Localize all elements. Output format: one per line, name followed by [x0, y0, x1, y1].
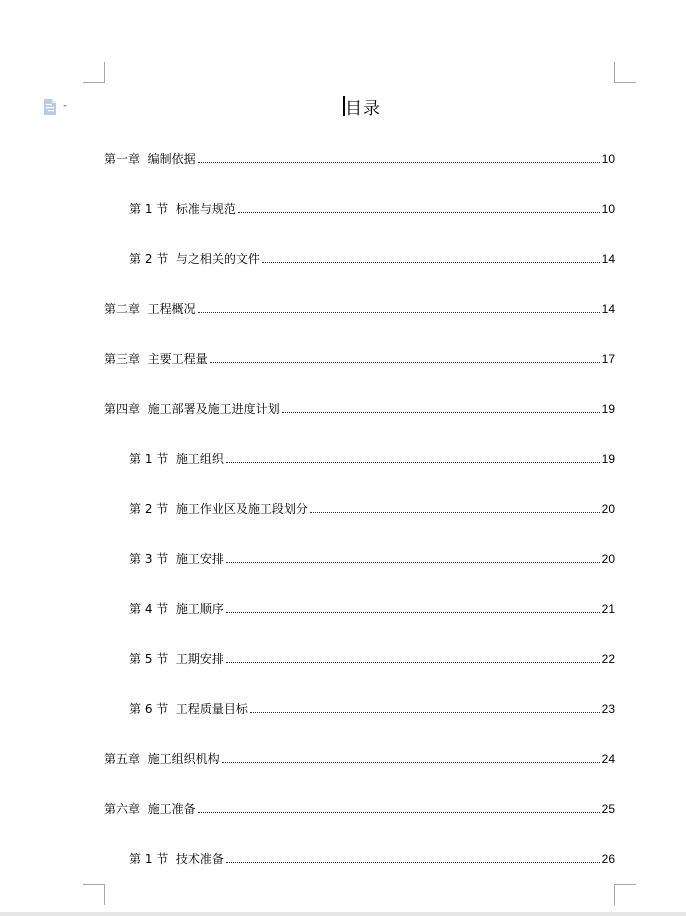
toc-leader	[198, 812, 600, 813]
toc-entry-label: 第 3 节 施工安排	[129, 552, 224, 566]
toc-leader	[282, 412, 600, 413]
toc-entry-page: 20	[601, 552, 615, 566]
toc-entry-label: 第 2 节 与之相关的文件	[129, 252, 260, 266]
toc-entry-page: 19	[601, 452, 615, 466]
toc-leader	[210, 362, 600, 363]
caret-down-icon	[63, 105, 67, 107]
toc-entry-page: 19	[601, 402, 615, 416]
toc-entry[interactable]	[129, 700, 615, 716]
toc-entry-label: 第 1 节 施工组织	[129, 452, 224, 466]
toc-entry-label: 第 4 节 施工顺序	[129, 602, 224, 616]
toc-title: 目录	[345, 99, 381, 119]
toc-entry[interactable]	[129, 450, 615, 466]
toc-entry-page: 14	[601, 302, 615, 316]
toc-entry[interactable]	[129, 650, 615, 666]
toc-leader	[226, 662, 600, 663]
toc-entry[interactable]	[104, 800, 615, 816]
toc-entry-page: 10	[601, 152, 615, 166]
toc-entry-page: 25	[601, 802, 615, 816]
toc-entry-page: 22	[601, 652, 615, 666]
toc-entry-page: 24	[601, 752, 615, 766]
toc-entry-page: 21	[601, 602, 615, 616]
page-gap	[0, 912, 686, 916]
corner-mark-bottom-left	[83, 884, 105, 905]
toc-entry[interactable]	[129, 500, 615, 516]
toc-entry[interactable]	[129, 600, 615, 616]
toc-leader	[226, 462, 600, 463]
document-icon	[43, 99, 73, 115]
toc-leader	[198, 312, 600, 313]
toc-entry-label: 第五章 施工组织机构	[104, 752, 220, 766]
toc-entry-page: 17	[601, 352, 615, 366]
toc-entry-page: 23	[601, 702, 615, 716]
toc-entry-page: 10	[601, 202, 615, 216]
toc-entry-page: 26	[601, 852, 615, 866]
toc-entry[interactable]	[129, 850, 615, 866]
toc-entry-label: 第 2 节 施工作业区及施工段划分	[129, 502, 308, 516]
toc-entry[interactable]	[104, 350, 615, 366]
toc-entry[interactable]	[104, 150, 615, 166]
toc-entry-label: 第 6 节 工程质量目标	[129, 702, 248, 716]
corner-mark-top-left	[83, 62, 105, 83]
toc-entry[interactable]	[129, 250, 615, 266]
toc-leader	[226, 612, 600, 613]
toc-entry[interactable]	[104, 400, 615, 416]
toc-entry-label: 第二章 工程概况	[104, 302, 196, 316]
toc-leader	[222, 762, 600, 763]
corner-mark-top-right	[614, 62, 636, 83]
toc-entry[interactable]	[104, 750, 615, 766]
toc-leader	[250, 712, 600, 713]
toc-entry[interactable]	[129, 200, 615, 216]
toc-entry[interactable]	[129, 550, 615, 566]
toc-leader	[310, 512, 600, 513]
toc-entry-page: 20	[601, 502, 615, 516]
toc-leader	[238, 212, 600, 213]
toc-entry-label: 第 1 节 标准与规范	[129, 202, 236, 216]
toc-entry-page: 14	[601, 252, 615, 266]
toc-entry[interactable]	[104, 300, 615, 316]
corner-mark-bottom-right	[614, 884, 636, 905]
toc-entry-label: 第一章 编制依据	[104, 152, 196, 166]
toc-leader	[226, 862, 600, 863]
toc-leader	[198, 162, 600, 163]
toc-entry-label: 第三章 主要工程量	[104, 352, 208, 366]
toc-leader	[262, 262, 600, 263]
toc-entry-label: 第 1 节 技术准备	[129, 852, 224, 866]
toc-entry-label: 第四章 施工部署及施工进度计划	[104, 402, 280, 416]
toc-entry-label: 第 5 节 工期安排	[129, 652, 224, 666]
paste-options-button[interactable]	[43, 99, 73, 115]
toc-entry-label: 第六章 施工准备	[104, 802, 196, 816]
toc-leader	[226, 562, 600, 563]
